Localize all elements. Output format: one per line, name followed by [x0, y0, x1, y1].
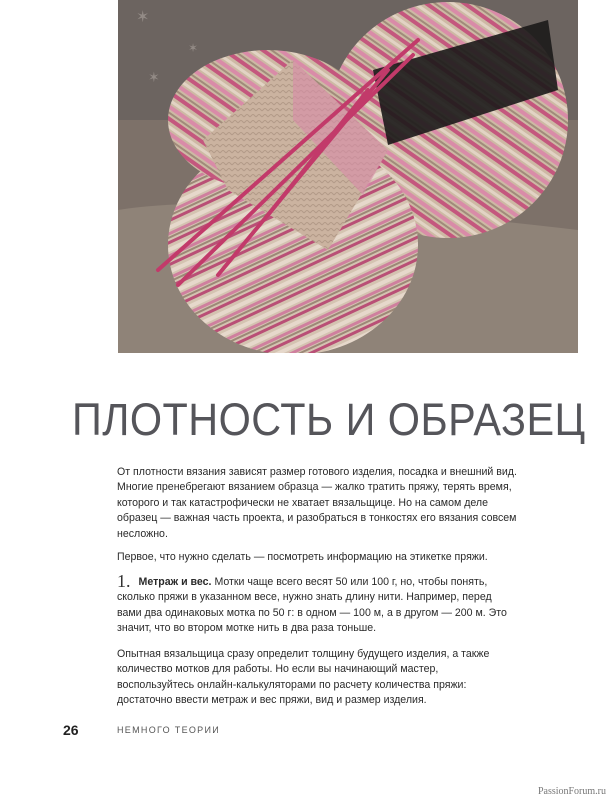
- watermark: PassionForum.ru: [537, 786, 606, 797]
- svg-text:✶: ✶: [136, 9, 150, 26]
- intro-paragraph: От плотности вязания зависят размер готового изделия, посадка и внешний вид. Многие пренебрегают вязанием образца — жалко тратить пряжу, терять время, которого и так катастрофически не хватает вязальщице. Но на самом деле образец — важная часть проекта, и разобраться в тонкостях его вязания совсем несложно.: [117, 466, 517, 540]
- list-heading: Метраж и вес.: [138, 576, 212, 588]
- running-head: НЕМНОГО ТЕОРИИ: [117, 725, 221, 735]
- list-number: 1.: [117, 571, 131, 591]
- page-title: ПЛОТНОСТЬ И ОБРАЗЕЦ: [72, 394, 586, 445]
- page-number: 26: [63, 722, 79, 738]
- first-step-paragraph: Первое, что нужно сделать — посмотреть информацию на этикетке пряжи.: [117, 551, 488, 563]
- yarn-photo: [118, 0, 578, 353]
- numbered-paragraph: [117, 571, 517, 637]
- svg-text:✶: ✶: [148, 69, 160, 85]
- svg-text:✶: ✶: [188, 41, 199, 55]
- list-text: Мотки чаще всего весят 50 или 100 г, но, чтобы понять, сколько пряжи в указанном весе, нужно знать длину нити. Например, перед вами два одинаковых мотка по 50 г: в одном — 100 м, а в другом — 200 м. Это значит, что во втором мотке нить в два раза тоньше.: [117, 576, 507, 635]
- closing-paragraph: Опытная вязальщица сразу определит толщину будущего изделия, а также количество мотков для работы. Но если вы начинающий мастер, воспользуйтесь онлайн-калькуляторами по расчету количества пряжи: достаточно ввести метраж и вес пряжи, вид и размер изделия.: [117, 648, 490, 707]
